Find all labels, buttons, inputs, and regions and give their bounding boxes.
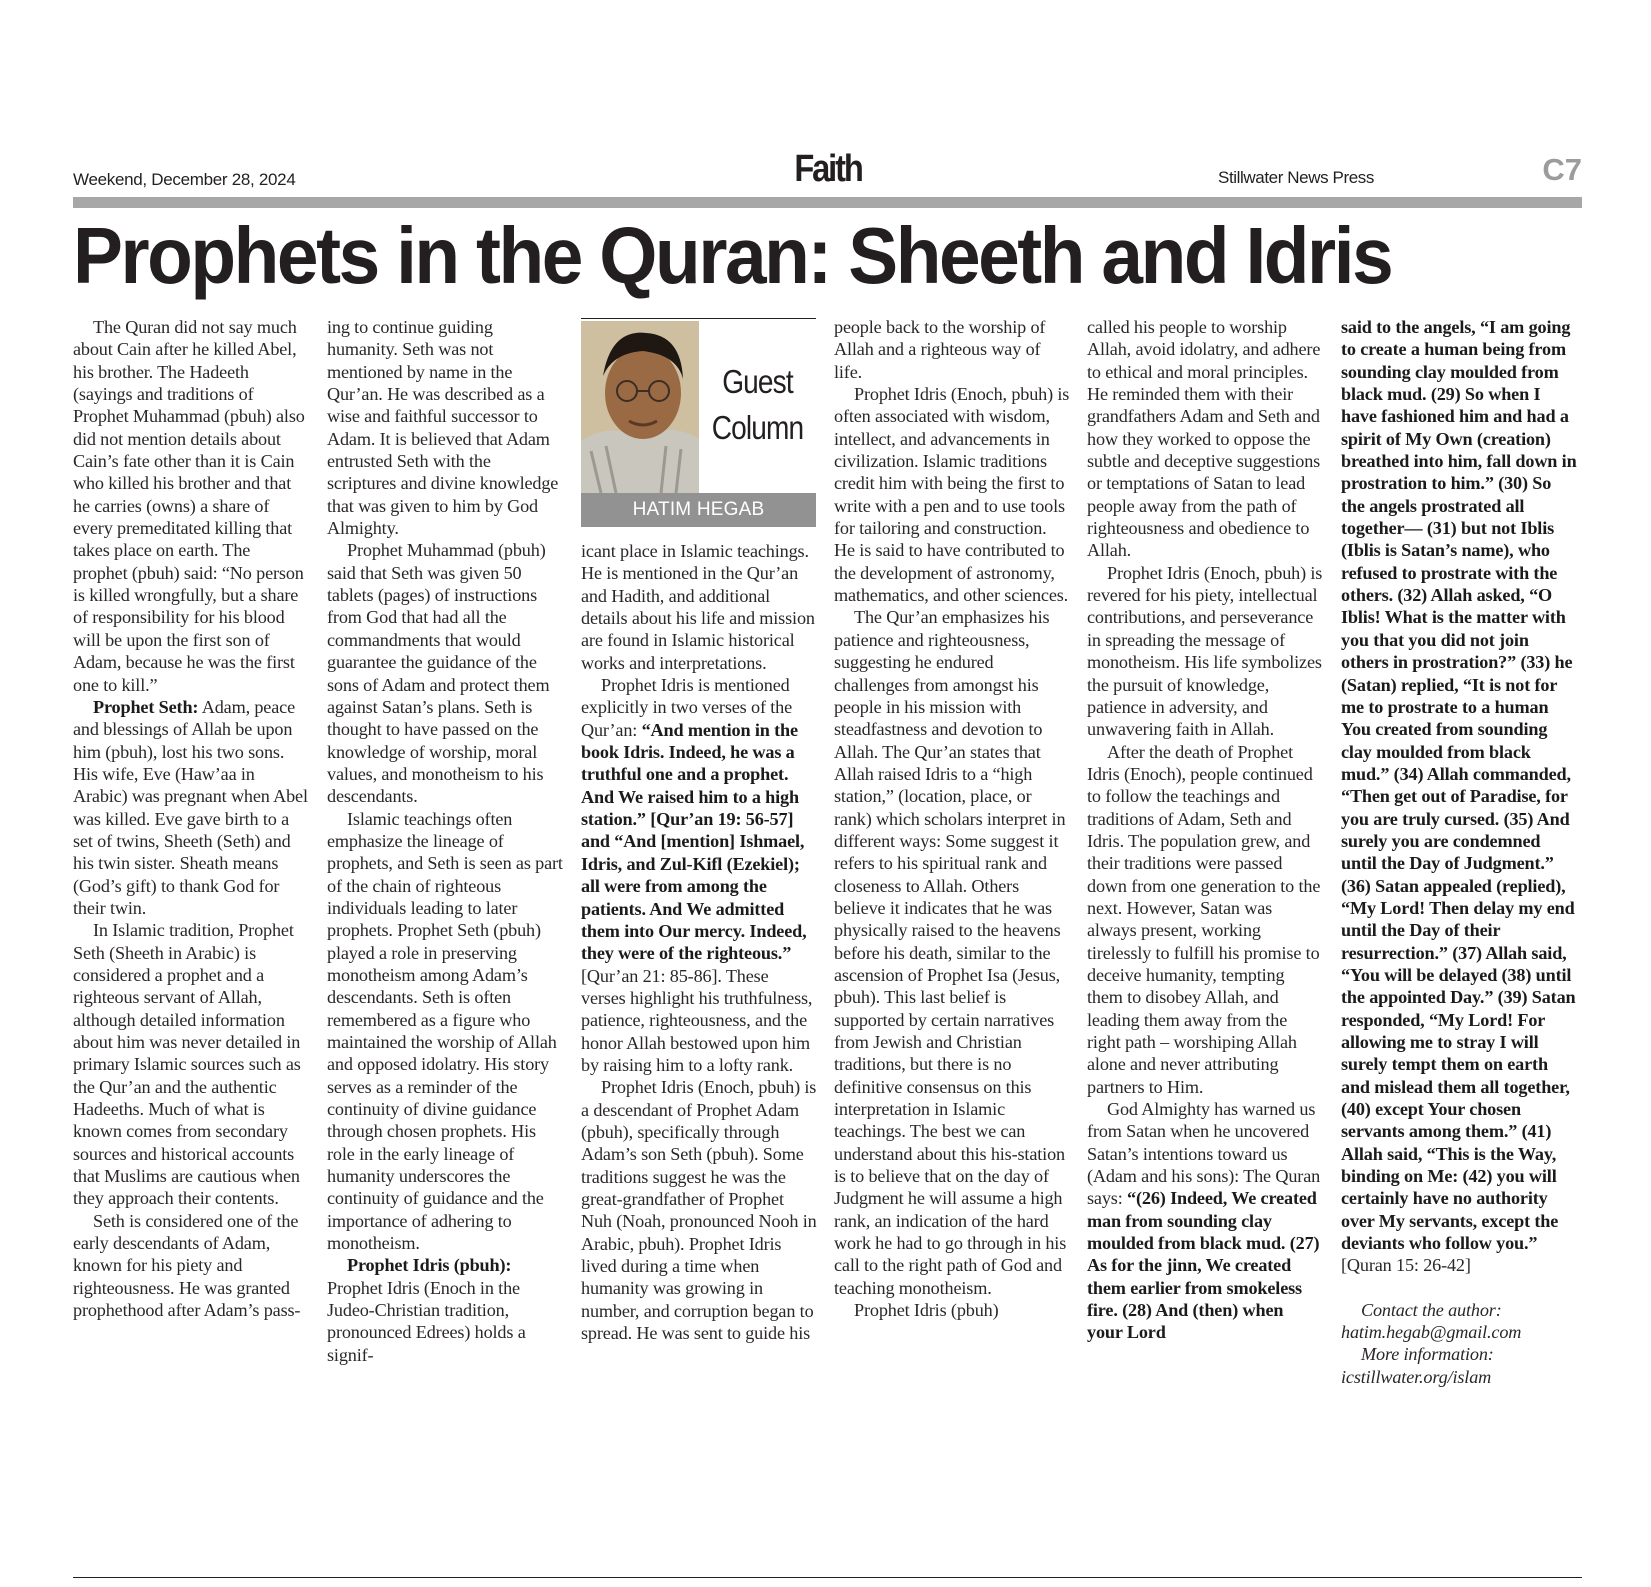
author-contact — [1341, 1299, 1577, 1388]
article-paragraph — [834, 383, 1070, 606]
paragraph-text: Prophet Idris (Enoch, pbuh) is revered for his piety, intellectual contributions, and perseverance in spreading the message of monotheism. His life symbolizes the pursuit of knowledge, patience in adversity, and unwavering faith in Allah. — [1087, 562, 1323, 740]
quran-quote: said to the angels, “I am going to create a human being from sounding clay moulded from black mud. (29) So when I have fashioned him and had a spirit of My Own (creation) breathed into him, fall down in prostration to him.” (30) So the angels prostrated all together— (31) but not Iblis (Iblis is Satan’s name), who refused to prostrate with the others. (32) Allah asked, “O Iblis! What is the matter with you that you did not join others in prostration?” (33) he (Satan) replied, “It is not for me to prostrate to a human You created from sounding clay moulded from black mud.” (34) Allah commanded, “Then get out of Paradise, for you are truly cursed. (35) And surely you are condemned until the Day of Judgment.” (36) Satan appealed (replied), “My Lord! Then delay my end until the Day of their resurrection.” (37) Allah said, “You will be delayed (38) until the appointed Day.” (39) Satan responded, “My Lord! For allowing me to stray I will surely tempt them on earth and mislead them all together, (40) except Your chosen servants among them.” (41) Allah said, “This is the Way, binding on Me: (42) you will certainly have no authority over My servants, except the deviants who follow you.” — [1341, 317, 1577, 1254]
article-paragraph — [1341, 316, 1577, 1277]
author-photo-icon — [581, 321, 699, 493]
author-name: HATIM HEGAB — [581, 493, 816, 527]
quran-quote: “And mention in the book Idris. Indeed, he was a truthful one and a prophet. And We raised him to a high station.” [Qur’an 19: 56-57] and “And [mention] Ishmael, Idris, and Zul-Kifl (Ezekiel); all were from among the patients. And We admitted them into Our mercy. Indeed, they were of the righteous.” — [581, 719, 807, 964]
paragraph-text: In Islamic tradition, Prophet Seth (Sheeth in Arabic) is considered a prophet and a righteous servant of Allah, although detailed information about him was never detailed in primary Islamic sources such as the Qur’an and the authentic Hadeeths. Much of what is known comes from secondary sources and historical accounts that Muslims are cautious when they approach their contents. — [73, 920, 301, 1209]
paragraph-text: God Almighty has warned us from Satan when he uncovered Satan’s intentions toward us (Adam and his sons): The Quran says: — [1087, 1099, 1321, 1209]
article-paragraph — [581, 674, 817, 1076]
article-column-1 — [73, 316, 309, 1321]
section-rule — [73, 197, 1582, 208]
article-paragraph — [73, 696, 309, 919]
article-paragraph — [73, 1210, 309, 1322]
more-info-link[interactable]: More information: icstillwater.org/islam — [1341, 1344, 1494, 1387]
masthead — [73, 150, 1582, 194]
issue-date: Weekend, December 28, 2024 — [73, 170, 296, 189]
newspaper-name: Stillwater News Press — [1218, 168, 1374, 187]
page-bottom-rule — [73, 1577, 1582, 1578]
article-paragraph — [834, 606, 1070, 1299]
article-paragraph — [581, 1076, 817, 1344]
article-paragraph — [1087, 562, 1323, 741]
article-paragraph — [1087, 1098, 1323, 1344]
guest-label: Guest — [722, 363, 793, 400]
paragraph-text: The Quran did not say much about Cain after he killed Abel, his brother. The Hadeeth (sayings and traditions of Prophet Muhammad (pbuh) also did not mention details about Cain’s fate other than it is Cain who killed his brother and that he carries (owns) a share of every premeditated killing that takes place on earth. The prophet (pbuh) said: “No person is killed wrongfully, but a share of responsibility for his blood will be upon the first son of Adam, because he was the first one to kill.” — [73, 317, 305, 695]
paragraph-text: Prophet Idris (Enoch, pbuh) is often associated with wisdom, intellect, and advancements in civilization. Islamic traditions credit him with being the first to write with a pen and to use tools for tailoring and construction. He is said to have contributed to the development of astronomy, mathematics, and other sciences. — [834, 384, 1070, 606]
quran-quote: “(26) Indeed, We created man from sounding clay moulded from black mud. (27) As for the jinn, We created them earlier from smokeless fire. (28) And (then) when your Lord — [1087, 1188, 1320, 1343]
article-paragraph — [73, 919, 309, 1209]
section-title: Faith — [794, 148, 862, 190]
article-paragraph — [834, 1299, 1070, 1321]
article-column-5 — [1087, 316, 1323, 1344]
paragraph-text: called his people to worship Allah, avoid idolatry, and adhere to ethical and moral principles. He reminded them with their grandfathers Adam and Seth and how they worked to oppose the subtle and deceptive suggestions or temptations of Satan to lead people away from the path of righteousness and obedience to Allah. — [1087, 317, 1321, 561]
article-column-4 — [834, 316, 1070, 1321]
paragraph-text: The Qur’an emphasizes his patience and righteousness, suggesting he endured challenges from amongst his people in his mission with steadfastness and devotion to Allah. The Qur’an states that Allah raised Idris to a “high station,” (location, place, or rank) which scholars interpret in different ways: Some suggest it refers to his spiritual rank and closeness to Allah. Others believe it indicates that he was physically raised to the heavens before his death, similar to the ascension of Prophet Isa (Jesus, pbuh). This last belief is supported by certain narratives from Jewish and Christian traditions, but there is no definitive consensus on this interpretation in Islamic teachings. The best we can understand about this his-station is to believe that on the day of Judgment he will assume a high rank, an indication of the hard work he had to go through in his call to the right path of God and teaching monotheism. — [834, 607, 1067, 1298]
author-portrait-icon — [581, 321, 699, 493]
paragraph-text: Prophet Idris is mentioned explicitly in two verses of the Qur’an: — [581, 675, 793, 740]
subhead-lead: Prophet Idris (pbuh): — [347, 1255, 512, 1276]
citation-text: [Qur’an 21: 85-86]. These verses highlight his truthfulness, patience, righteousness, and the honor Allah bestowed upon him by raising him to a lofty rank. — [581, 965, 813, 1075]
contact-label: Contact the author: — [1361, 1299, 1502, 1320]
article-column-3 — [581, 540, 817, 1344]
article-paragraph — [327, 316, 563, 539]
article-paragraph — [327, 808, 563, 1255]
citation-text: [Quran 15: 26-42] — [1341, 1255, 1471, 1276]
author-email-link[interactable]: hatim.hegab@gmail.com — [1341, 1322, 1522, 1343]
guest-column-box — [581, 318, 816, 526]
article-paragraph — [327, 539, 563, 807]
paragraph-text: people back to the worship of Allah and a righteous way of life. — [834, 317, 1046, 382]
paragraph-text: ing to continue guiding humanity. Seth was not mentioned by name in the Qur’an. He was described as a wise and faithful successor to Adam. It is believed that Adam entrusted Seth with the scriptures and divine knowledge that was given to him by God Almighty. — [327, 317, 559, 539]
paragraph-text: Islamic teachings often emphasize the lineage of prophets, and Seth is seen as part of the chain of righteous individuals leading to later prophets. Prophet Seth (pbuh) played a role in preserving monotheism among Adam’s descendants. Seth is often remembered as a figure who maintained the worship of Allah and opposed idolatry. His story serves as a reminder of the continuity of divine guidance through chosen prophets. His role in the early lineage of humanity underscores the continuity of guidance and the importance of adhering to monotheism. — [327, 808, 563, 1254]
article-paragraph — [1087, 741, 1323, 1099]
paragraph-text: After the death of Prophet Idris (Enoch), people continued to follow the teachings and traditions of Adam, Seth and Idris. The population grew, and their traditions were passed down from one generation to the next. However, Satan was always present, working tirelessly to fulfill his promise to deceive humanity, tempting them to disobey Allah, and leading them away from the right path – worshiping Allah alone and never attributing partners to Him. — [1087, 741, 1321, 1097]
column-label: Column — [711, 409, 804, 446]
paragraph-text: Seth is considered one of the early descendants of Adam, known for his piety and righteousness. He was granted prophethood after Adam’s pass- — [73, 1210, 301, 1321]
article-headline: Prophets in the Quran: Sheeth and Idris — [73, 211, 1392, 300]
article-paragraph — [834, 316, 1070, 383]
article-column-2 — [327, 316, 563, 1366]
article-paragraph — [327, 1254, 563, 1366]
article-paragraph — [1087, 316, 1323, 562]
article-paragraph — [73, 316, 309, 696]
paragraph-text: Prophet Muhammad (pbuh) said that Seth was given 50 tablets (pages) of instructions from God that had all the commandments that would guarantee the guidance of the sons of Adam and protect them against Satan’s plans. Seth is thought to have passed on the knowledge of worship, moral values, and monotheism to his descendants. — [327, 540, 550, 807]
paragraph-text: Prophet Idris (Enoch in the Judeo-Christian tradition, pronounced Edrees) holds a signif- — [327, 1277, 526, 1365]
paragraph-text: icant place in Islamic teachings. He is mentioned in the Qur’an and Hadith, and additional details about his life and mission are found in Islamic historical works and interpretations. — [581, 541, 815, 673]
article-paragraph — [581, 540, 817, 674]
paragraph-text: Prophet Idris (pbuh) — [854, 1300, 999, 1321]
subhead-lead: Prophet Seth: — [93, 696, 199, 717]
page-number: C7 — [1542, 152, 1582, 187]
paragraph-text: Prophet Idris (Enoch, pbuh) is a descendant of Prophet Adam (pbuh), specifically through Adam’s son Seth (pbuh). Some traditions suggest he was the great-grandfather of Prophet Nuh (Noah, pronounced Nooh in Arabic, pbuh). Prophet Idris lived during a time when humanity was growing in number, and corruption began to spread. He was sent to guide his — [581, 1077, 817, 1344]
article-column-6 — [1341, 316, 1577, 1388]
paragraph-text: Adam, peace and blessings of Allah be upon him (pbuh), lost his two sons. His wife, Eve (Haw’aa in Arabic) was pregnant when Abel was killed. Eve gave birth to a set of twins, Sheeth (Seth) and his twin sister. Sheath means (God’s gift) to thank God for their twin. — [73, 696, 308, 918]
